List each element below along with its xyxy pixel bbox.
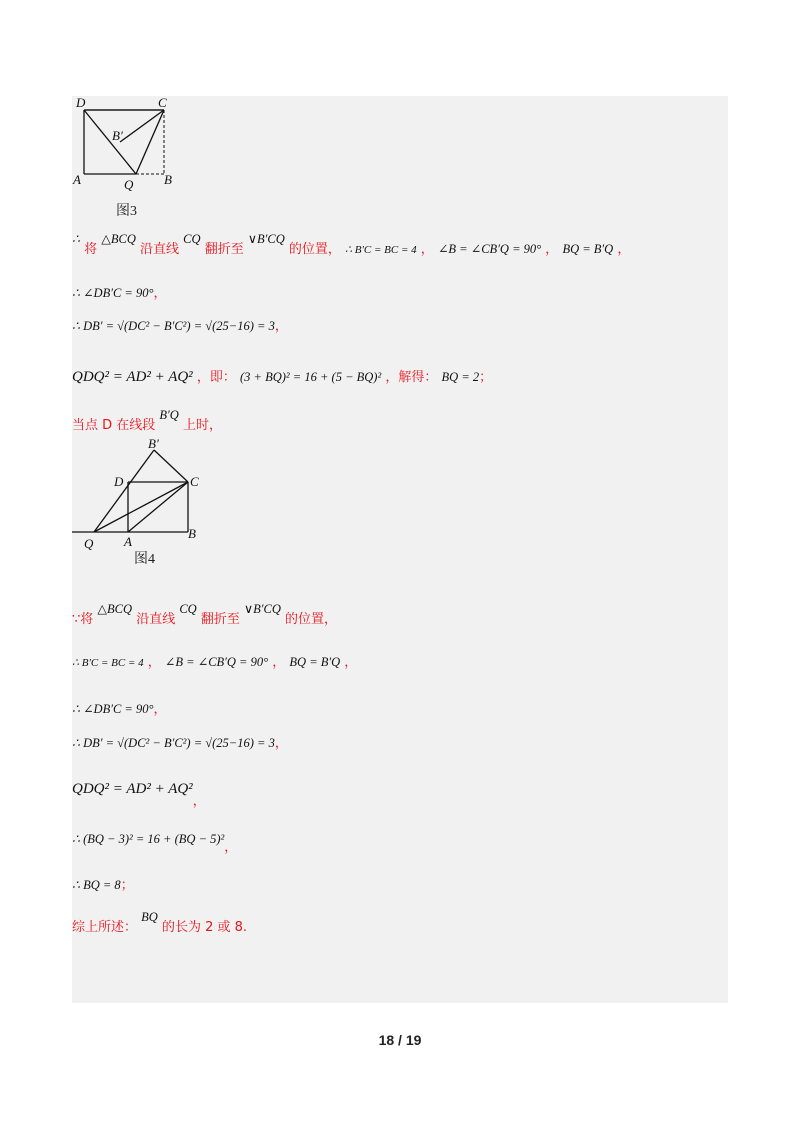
figure-4 bbox=[70, 434, 220, 554]
case1-line1: ∴ 将 △BCQ 沿直线 CQ 翻折至 ∨B′CQ 的位置， ∴ B′C = BC = 4 ， ∠B = ∠CB′Q = 90° ， BQ = B′Q ， bbox=[72, 232, 631, 257]
fig3-label-c: C bbox=[158, 95, 167, 110]
fig4-label-b: B bbox=[188, 526, 196, 541]
fig3-caption: 图3 bbox=[116, 204, 137, 219]
fig3-label-q: Q bbox=[124, 177, 134, 192]
fig3-label-d: D bbox=[76, 95, 86, 110]
fig4-label-a: A bbox=[124, 534, 132, 549]
case2-summary: 综上所述： BQ 的长为 2 或 8. bbox=[72, 910, 248, 935]
figure-3 bbox=[70, 92, 190, 192]
fig3-label-bp: B′ bbox=[112, 128, 123, 143]
case1-line2: ∴ ∠DB′C = 90°， bbox=[72, 286, 167, 301]
fig4-label-bp: B′ bbox=[148, 436, 159, 451]
case2-line2: ∴ B′C = BC = 4 ， ∠B = ∠CB′Q = 90° ， BQ = B′Q ， bbox=[72, 655, 358, 670]
fig3-label-b: B bbox=[164, 172, 172, 187]
case2-line4: ∴ DB′ = √(DC² − B′C²) = √(25−16) = 3， bbox=[72, 736, 288, 751]
case1-line3: ∴ DB′ = √(DC² − B′C²) = √(25−16) = 3， bbox=[72, 319, 288, 334]
fig4-caption: 图4 bbox=[134, 552, 155, 567]
case1-line4: QDQ² = AD² + AQ² ，即： (3 + BQ)² = 16 + (5 − BQ)² ，解得： BQ = 2； bbox=[72, 369, 493, 385]
page-number: 18 / 19 bbox=[378, 1032, 422, 1048]
case2-line6: ∴ (BQ − 3)² = 16 + (BQ − 5)²， bbox=[72, 832, 238, 855]
case2-line1: ∵将 △BCQ 沿直线 CQ 翻折至 ∨B′CQ 的位置， bbox=[72, 602, 338, 627]
case2-line3: ∴ ∠DB′C = 90°， bbox=[72, 702, 167, 717]
case2-line7: ∴ BQ = 8； bbox=[72, 878, 134, 893]
case1-line5: 当点 D 在线段 B′Q 上时， bbox=[72, 408, 222, 433]
fig4-label-c: C bbox=[190, 474, 199, 489]
fig3-label-a: A bbox=[73, 172, 81, 187]
fig4-label-q: Q bbox=[84, 536, 94, 551]
fig4-label-d: D bbox=[114, 474, 124, 489]
case2-line5: QDQ² = AD² + AQ²， bbox=[72, 781, 206, 809]
